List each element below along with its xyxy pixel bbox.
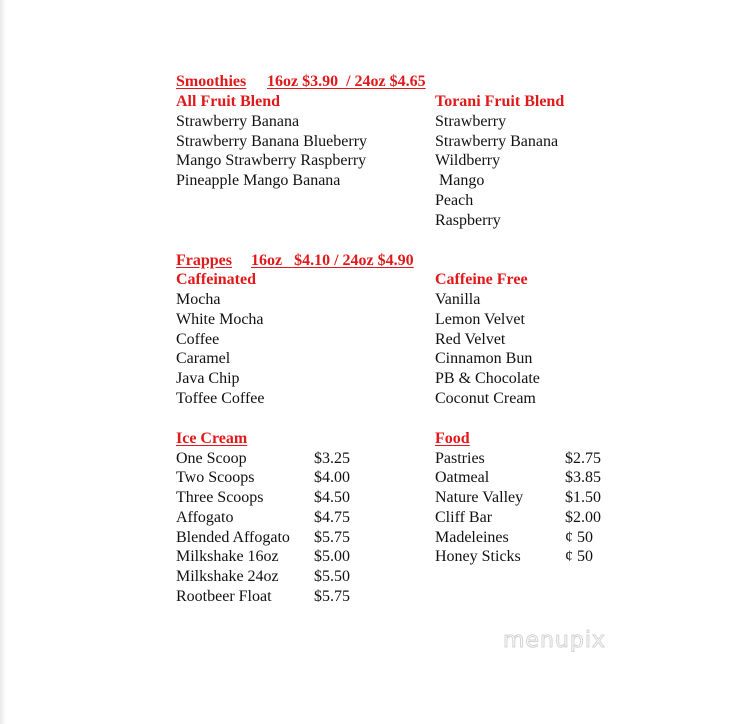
menu-item-name: Milkshake 16oz [176,548,279,565]
menu-item-name: Rootbeer Float [176,588,272,605]
menu-item-price: ¢ 50 [565,529,593,546]
list-item: Vanilla [435,291,481,308]
smoothies-title: Smoothies [176,73,247,90]
list-item: Coffee [176,331,220,348]
menu-item-name: Madeleines [435,529,509,546]
menu-item-name: Honey Sticks [435,548,521,565]
menu-item-name: Cliff Bar [435,509,493,526]
menu-item-price: $4.50 [314,489,350,506]
food-title: Food [435,430,470,447]
menu-item-price: $3.85 [565,469,601,486]
list-item: Toffee Coffee [176,390,265,407]
menu-item-name: Three Scoops [176,489,264,506]
list-item: Mango [435,172,485,189]
ice-cream-title: Ice Cream [176,430,248,447]
list-item: Strawberry Banana Blueberry [176,133,368,150]
list-item: Strawberry Banana [176,113,300,130]
list-item: Coconut Cream [435,390,536,407]
menu-item-name: Pastries [435,450,485,467]
menu-item-name: Affogato [176,509,234,526]
caffeine-free-heading: Caffeine Free [435,271,528,288]
list-item: Caramel [176,350,231,367]
list-item: Cinnamon Bun [435,350,533,367]
menu-item-price: $4.75 [314,509,350,526]
menu-item-name: Two Scoops [176,469,255,486]
frappes-title: Frappes [176,252,232,269]
menu-item-price: $5.75 [314,588,350,605]
menu-item-price: $3.25 [314,450,350,467]
menu-item-price: $4.00 [314,469,350,486]
list-item: White Mocha [176,311,264,328]
menu-item-price: $5.75 [314,529,350,546]
page-edge-shadow [0,0,6,724]
menu-item-name: Nature Valley [435,489,524,506]
frappes-prices: 16oz $4.10 / 24oz $4.90 [251,252,414,269]
menu-item-price: $2.00 [565,509,601,526]
menu-item-price: $5.00 [314,548,350,565]
list-item: Mango Strawberry Raspberry [176,152,367,169]
menu-item-price: $5.50 [314,568,350,585]
list-item: Raspberry [435,212,501,229]
list-item: PB & Chocolate [435,370,540,387]
menu-item-price: $1.50 [565,489,601,506]
list-item: Strawberry [435,113,507,130]
list-item: Mocha [176,291,221,308]
menu-item-name: Oatmeal [435,469,490,486]
torani-fruit-blend-heading: Torani Fruit Blend [435,93,565,110]
all-fruit-blend-heading: All Fruit Blend [176,93,281,110]
menu-item-price: ¢ 50 [565,548,593,565]
menupix-watermark: menupix [503,628,606,653]
list-item: Pineapple Mango Banana [176,172,341,189]
list-item: Strawberry Banana [435,133,559,150]
list-item: Java Chip [176,370,240,387]
menu-item-name: Milkshake 24oz [176,568,279,585]
smoothies-prices: 16oz $3.90 / 24oz $4.65 [267,73,426,90]
menu-item-price: $2.75 [565,450,601,467]
list-item: Peach [435,192,474,209]
list-item: Lemon Velvet [435,311,525,328]
menu-item-name: Blended Affogato [176,529,290,546]
list-item: Wildberry [435,152,501,169]
list-item: Red Velvet [435,331,506,348]
caffeinated-heading: Caffeinated [176,271,256,288]
menu-item-name: One Scoop [176,450,247,467]
